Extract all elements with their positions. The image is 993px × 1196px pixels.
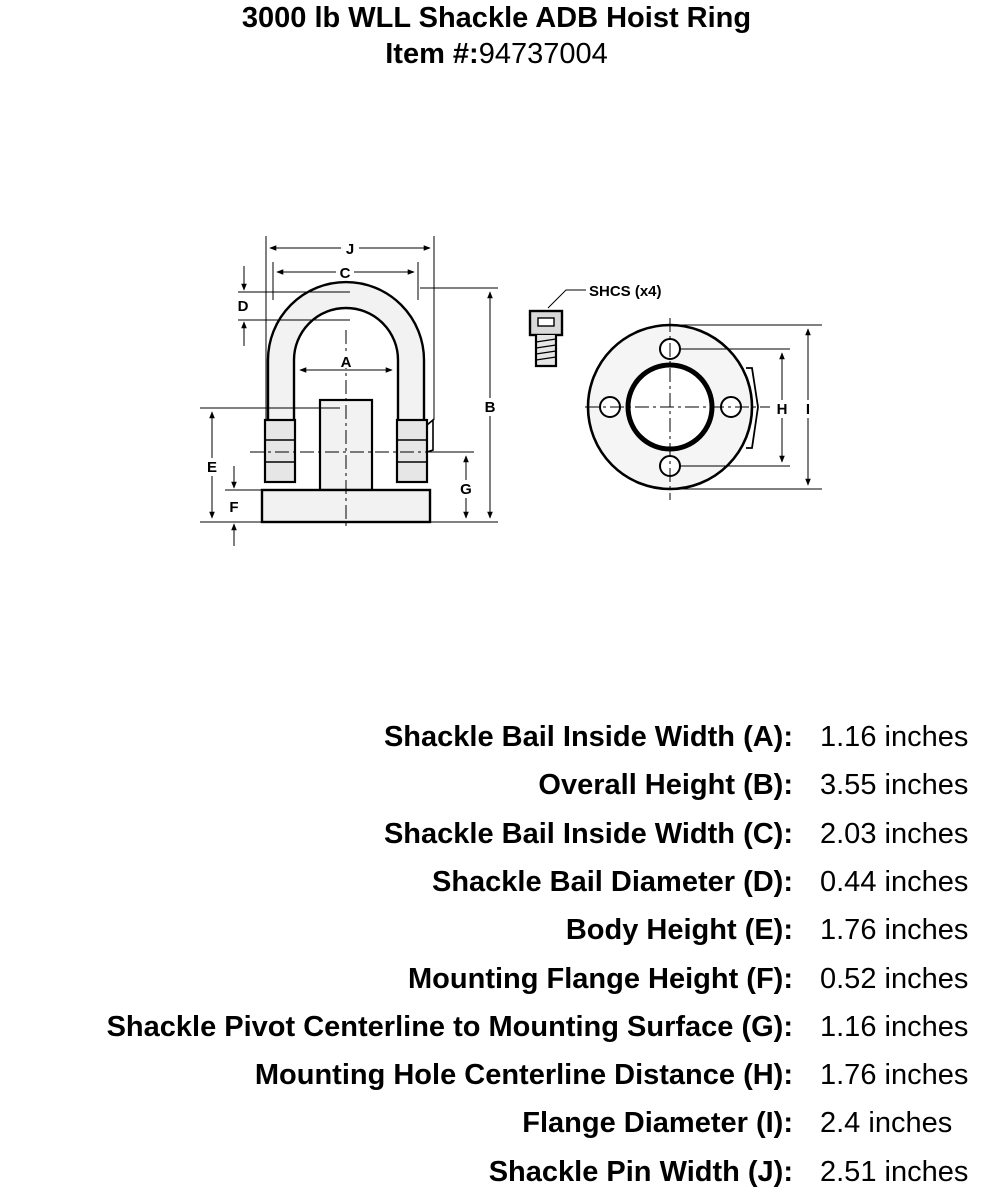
spec-value: 1.16 inches xyxy=(820,1010,969,1043)
spec-value: 1.76 inches xyxy=(820,914,969,947)
spec-label: Flange Diameter (I): xyxy=(522,1107,793,1140)
dim-label-j: J xyxy=(345,241,355,258)
dim-label-g: G xyxy=(460,481,472,498)
spec-value: 1.76 inches xyxy=(820,1059,969,1092)
shackle-nut-right xyxy=(397,420,427,482)
spec-label: Shackle Bail Inside Width (C): xyxy=(383,817,793,850)
spec-value: 0.44 inches xyxy=(820,865,969,898)
spec-label: Mounting Hole Centerline Distance (H): xyxy=(254,1059,793,1092)
spec-value: 0.52 inches xyxy=(820,962,969,995)
spec-label: Shackle Pin Width (J): xyxy=(488,1155,793,1188)
dim-label-f: F xyxy=(229,499,239,516)
item-label: Item #: xyxy=(385,38,479,70)
dim-label-i: I xyxy=(805,401,811,418)
spec-row xyxy=(0,761,993,809)
spec-row xyxy=(0,1051,993,1099)
spec-label: Overall Height (B): xyxy=(538,769,793,802)
spec-row xyxy=(0,1003,993,1051)
spec-row xyxy=(0,1148,993,1196)
spec-row xyxy=(0,955,993,1003)
spec-label: Shackle Bail Diameter (D): xyxy=(431,865,793,898)
dim-label-h: H xyxy=(776,401,788,418)
dim-label-e: E xyxy=(206,459,218,476)
spec-row xyxy=(0,810,993,858)
dim-label-b: B xyxy=(484,399,496,416)
dim-label-c: C xyxy=(339,265,351,282)
spec-row xyxy=(0,906,993,954)
spec-value: 3.55 inches xyxy=(820,769,969,802)
spec-value: 2.03 inches xyxy=(820,817,969,850)
spec-row xyxy=(0,713,993,761)
dim-label-d: D xyxy=(237,298,249,315)
item-number: 94737004 xyxy=(478,38,608,70)
spec-label: Shackle Bail Inside Width (A): xyxy=(383,721,793,753)
spec-value: 2.51 inches xyxy=(820,1155,969,1188)
dim-label-a: A xyxy=(340,354,352,371)
spec-label: Mounting Flange Height (F): xyxy=(408,962,793,995)
spec-row xyxy=(0,858,993,906)
shackle-nut-left xyxy=(265,420,295,482)
spec-row xyxy=(0,1099,993,1147)
shcs-callout: SHCS (x4) xyxy=(589,283,662,300)
spec-label: Body Height (E): xyxy=(565,914,793,947)
spec-label: Shackle Pivot Centerline to Mounting Surface (G): xyxy=(106,1010,793,1043)
spec-value: 1.16 inches xyxy=(820,721,969,753)
spec-value: 2.4 inches xyxy=(820,1107,953,1140)
page-title: 3000 lb WLL Shackle ADB Hoist Ring xyxy=(241,2,752,34)
